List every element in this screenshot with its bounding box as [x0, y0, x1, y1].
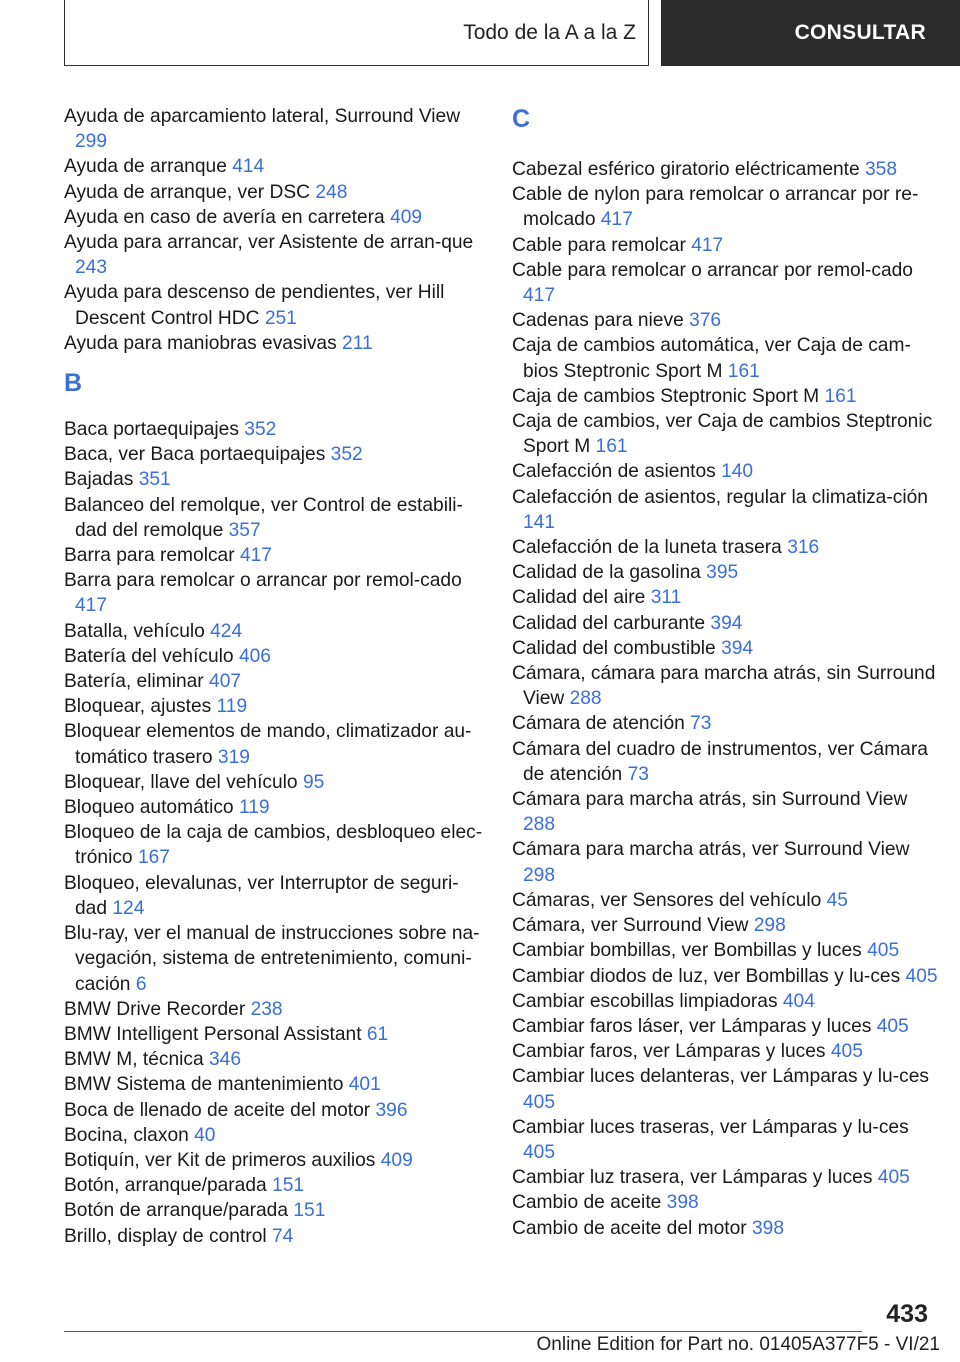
index-entry-page-link[interactable]: 396 — [375, 1099, 408, 1121]
index-entry-page-link[interactable]: 95 — [302, 771, 325, 793]
index-entry-term: Bloqueo, elevalunas, ver Interruptor de seguri-dad — [64, 872, 459, 919]
index-entry — [64, 770, 484, 795]
index-entry — [64, 104, 484, 154]
tab-consultar[interactable] — [661, 0, 960, 66]
index-entry — [512, 913, 942, 938]
index-entry — [512, 787, 942, 837]
index-entry-page-link[interactable]: 417 — [691, 234, 724, 256]
index-entry-page-link[interactable]: 394 — [710, 612, 743, 634]
index-entry-term: Cambiar luces traseras, ver Lámparas y lu-ces — [512, 1116, 909, 1138]
index-entry-page-link[interactable]: 407 — [209, 671, 242, 693]
tab-todo-de-la-a-a-la-z[interactable] — [64, 0, 649, 66]
index-entry — [512, 409, 942, 459]
index-entry-term: Ayuda para descenso de pendientes, ver Hill Descent Control HDC — [64, 282, 445, 329]
index-entry — [512, 611, 942, 636]
index-entry — [512, 258, 942, 308]
index-entry-page-link[interactable]: 119 — [216, 696, 248, 718]
index-entry-term: Cambiar escobillas limpiadoras — [512, 990, 778, 1012]
index-entry — [64, 1173, 484, 1198]
index-entry-page-link[interactable]: 6 — [135, 973, 147, 995]
index-entry — [64, 820, 484, 870]
index-entry-page-link[interactable]: 151 — [293, 1200, 326, 1222]
index-entry — [64, 871, 484, 921]
index-entry-term: Cambio de aceite del motor — [512, 1217, 747, 1239]
index-entry — [512, 938, 942, 963]
index-entry-term: Ayuda de aparcamiento lateral, Surround View — [64, 106, 461, 127]
index-entry — [512, 989, 942, 1014]
index-entry — [512, 661, 942, 711]
index-entry-page-link[interactable]: 414 — [232, 156, 265, 178]
index-entry-term: Cámara, cámara para marcha atrás, sin Surround View — [512, 663, 936, 710]
index-entry — [64, 669, 484, 694]
index-entry — [512, 333, 942, 383]
index-entry-term: Cambiar faros, ver Lámparas y luces — [512, 1041, 826, 1063]
index-entry-term: Bloquear elementos de mando, climatizador au-tomático trasero — [64, 721, 472, 768]
index-entry-term: Bocina, claxon — [64, 1124, 189, 1146]
index-entry-page-link[interactable]: 298 — [753, 915, 786, 937]
index-entry-term: Caja de cambios, ver Caja de cambios Steptronic Sport M — [512, 411, 933, 458]
index-entry-term: Cámara para marcha atrás, ver Surround View — [512, 839, 910, 861]
index-entry-page-link[interactable]: 243 — [75, 257, 108, 279]
index-entry-term: Cable de nylon para remolcar o arrancar por re-molcado — [512, 184, 919, 231]
index-entry-page-link[interactable]: 73 — [690, 713, 712, 735]
index-entry — [512, 308, 942, 333]
index-entry-term: Ayuda de arranque — [64, 156, 227, 178]
index-entry — [64, 442, 484, 467]
index-entry-term: Botiquín, ver Kit de primeros auxilios — [64, 1149, 376, 1171]
index-entry-page-link[interactable]: 398 — [666, 1192, 699, 1214]
index-entry — [512, 459, 942, 484]
index-entry-term: Boca de llenado de aceite del motor — [64, 1099, 371, 1121]
index-entry-term: Caja de cambios automática, ver Caja de cam-bios Steptronic Sport M — [512, 335, 911, 382]
index-entry-page-link[interactable]: 298 — [523, 864, 556, 886]
index-entry-page-link[interactable]: 346 — [209, 1049, 242, 1071]
index-entry-page-link[interactable]: 238 — [250, 998, 283, 1020]
index-entry — [512, 585, 942, 610]
index-entry — [64, 1148, 484, 1173]
index-entry — [512, 1190, 942, 1215]
index-entry-term: Cambiar diodos de luz, ver Bombillas y lu-ces — [512, 965, 901, 987]
index-entry — [512, 1165, 942, 1190]
page-number: 433 — [886, 1300, 928, 1328]
index-entry-term: Bajadas — [64, 469, 134, 491]
index-entry-term: Botón de arranque/parada — [64, 1200, 289, 1222]
index-entry — [64, 1123, 484, 1148]
index-entry — [64, 180, 484, 205]
index-entry-term: Cámara de atención — [512, 713, 685, 735]
index-entry-page-link[interactable]: 405 — [523, 1091, 556, 1113]
index-entry-page-link[interactable]: 424 — [210, 620, 243, 642]
index-entry-term: Cabezal esférico giratorio eléctricamente — [512, 159, 860, 180]
index-entry-term: Calefacción de asientos, regular la climatiza-ción — [512, 486, 928, 508]
index-entry — [512, 560, 942, 585]
index-entry-page-link[interactable]: 405 — [876, 1015, 909, 1037]
index-entry-page-link[interactable]: 211 — [342, 332, 373, 354]
index-entry — [64, 543, 484, 568]
index-entry-term: Ayuda para arrancar, ver Asistente de arran-que — [64, 232, 474, 254]
index-entry-page-link[interactable]: 357 — [228, 519, 261, 541]
index-entry — [64, 619, 484, 644]
index-entry-page-link[interactable]: 45 — [826, 889, 848, 911]
index-entry-page-link[interactable]: 417 — [75, 595, 108, 617]
index-entry-page-link[interactable]: 405 — [830, 1041, 863, 1063]
index-entry — [512, 384, 942, 409]
index-entry — [64, 230, 484, 280]
index-entry — [512, 182, 942, 232]
index-entry-term: Brillo, display de control — [64, 1225, 267, 1247]
index-entry-page-link[interactable]: 311 — [650, 587, 682, 609]
index-entry-page-link[interactable]: 394 — [721, 637, 754, 659]
index-entry-term: Bloqueo automático — [64, 797, 234, 819]
tab-title-label: Todo de la A a la Z — [463, 20, 636, 44]
index-entry-term: Calidad del aire — [512, 587, 646, 609]
index-entry-page-link[interactable]: 74 — [271, 1225, 294, 1247]
index-entry-page-link[interactable]: 352 — [244, 419, 277, 441]
index-entry — [64, 997, 484, 1022]
index-entry — [64, 154, 484, 179]
index-entry — [512, 233, 942, 258]
index-entry-page-link[interactable]: 404 — [782, 990, 815, 1012]
index-entry-term: Botón, arranque/parada — [64, 1175, 267, 1197]
index-entry-page-link[interactable]: 40 — [194, 1124, 216, 1146]
page-header — [64, 0, 960, 66]
index-entry-page-link[interactable]: 358 — [865, 159, 898, 180]
index-entry — [64, 331, 484, 356]
index-entry — [64, 417, 484, 442]
index-entry-term: Cadenas para nieve — [512, 310, 684, 332]
index-entry-term: Bloquear, llave del vehículo — [64, 771, 298, 793]
footer-divider — [64, 1331, 862, 1332]
index-entry — [512, 964, 942, 989]
index-entry — [64, 205, 484, 230]
index-entry-page-link[interactable]: 405 — [905, 965, 938, 987]
index-entry — [512, 837, 942, 887]
index-entry-page-link[interactable]: 248 — [315, 181, 348, 203]
index-entry-term: Calidad del combustible — [512, 637, 716, 659]
index-entry — [512, 1039, 942, 1064]
index-entry-page-link[interactable]: 316 — [787, 537, 820, 559]
index-entry — [512, 737, 942, 787]
index-entry-term: Cambiar bombillas, ver Bombillas y luces — [512, 940, 862, 962]
index-entry — [64, 568, 484, 618]
index-entry — [64, 921, 484, 997]
index-entry-term: Calidad del carburante — [512, 612, 706, 634]
index-column-right — [512, 104, 942, 1241]
index-entry-page-link[interactable]: 376 — [689, 310, 722, 332]
index-entry — [64, 1072, 484, 1097]
index-entry — [64, 280, 484, 330]
index-entry-term: Cambiar faros láser, ver Lámparas y luces — [512, 1015, 872, 1037]
index-entry-term: Blu-ray, ver el manual de instrucciones sobre na-vegación, sistema de entretenimiento, comuni-cación — [64, 923, 480, 995]
index-entry-term: Batería del vehículo — [64, 645, 234, 667]
index-entry — [64, 1098, 484, 1123]
index-entry-page-link[interactable]: 61 — [366, 1023, 389, 1045]
index-entry — [64, 1224, 484, 1249]
index-letter-heading: C — [512, 105, 531, 133]
index-entry — [64, 644, 484, 669]
index-entry-term: Calidad de la gasolina — [512, 562, 701, 584]
index-entry-page-link[interactable]: 288 — [523, 814, 556, 836]
index-entry-page-link[interactable]: 409 — [390, 206, 423, 228]
index-entry-term: Balanceo del remolque, ver Control de estabili-dad del remolque — [64, 494, 463, 541]
index-entry-term: BMW Intelligent Personal Assistant — [64, 1023, 362, 1045]
index-entry — [512, 636, 942, 661]
index-entry-term: Bloquear, ajustes — [64, 696, 212, 718]
index-entry-term: BMW M, técnica — [64, 1049, 204, 1071]
index-entry-page-link[interactable]: 405 — [867, 940, 900, 962]
index-entry-page-link[interactable]: 140 — [721, 461, 754, 483]
index-entry-term: Batería, eliminar — [64, 671, 204, 693]
index-entry-term: Batalla, vehículo — [64, 620, 205, 642]
index-entry-term: Cambiar luz trasera, ver Lámparas y luces — [512, 1167, 873, 1189]
index-entry-page-link[interactable]: 401 — [348, 1074, 381, 1096]
index-entry-page-link[interactable]: 417 — [239, 545, 272, 567]
index-entry-term: Ayuda en caso de avería en carretera — [64, 206, 385, 228]
index-entry-term: Cambio de aceite — [512, 1192, 662, 1214]
index-entry — [512, 1064, 942, 1114]
index-entry-term: Calefacción de la luneta trasera — [512, 537, 782, 559]
index-entry-page-link[interactable]: 124 — [112, 897, 145, 919]
index-entry-page-link[interactable]: 398 — [751, 1217, 784, 1239]
index-entry-page-link[interactable]: 299 — [75, 131, 108, 153]
index-entry-page-link[interactable]: 161 — [595, 436, 628, 458]
index-entry-page-link[interactable]: 417 — [523, 285, 556, 307]
index-entry — [512, 711, 942, 736]
index-entry — [512, 888, 942, 913]
index-entry — [512, 1014, 942, 1039]
index-entry-page-link[interactable]: 161 — [824, 385, 857, 407]
index-entry-page-link[interactable]: 251 — [264, 307, 297, 329]
index-entry-page-link[interactable]: 167 — [137, 847, 170, 869]
index-entry-term: Ayuda de arranque, ver DSC — [64, 181, 311, 203]
index-entry — [64, 795, 484, 820]
index-entry-page-link[interactable]: 405 — [877, 1167, 910, 1189]
index-entry-term: Bloqueo de la caja de cambios, desbloqueo elec-trónico — [64, 822, 483, 869]
index-entry — [512, 157, 942, 182]
index-entry-page-link[interactable]: 417 — [600, 209, 633, 231]
index-entry-term: Ayuda para maniobras evasivas — [64, 332, 337, 354]
index-entry-page-link[interactable]: 288 — [569, 688, 602, 710]
index-entry-page-link[interactable]: 406 — [238, 645, 271, 667]
index-entry-page-link[interactable]: 352 — [330, 444, 363, 466]
index-entry-term: Cable para remolcar — [512, 234, 686, 256]
index-entry-term: Baca portaequipajes — [64, 419, 239, 441]
index-entry-term: Caja de cambios Steptronic Sport M — [512, 385, 820, 407]
index-entry — [512, 1115, 942, 1165]
index-entry — [64, 719, 484, 769]
index-entry-page-link[interactable]: 351 — [138, 469, 171, 491]
index-letter-heading: B — [64, 369, 83, 398]
index-entry-page-link[interactable]: 409 — [380, 1149, 413, 1171]
index-entry-term: Calefacción de asientos — [512, 461, 716, 483]
index-entry-term: Cámaras, ver Sensores del vehículo — [512, 889, 822, 911]
index-entry — [64, 493, 484, 543]
index-entry — [64, 1022, 484, 1047]
index-entry — [64, 694, 484, 719]
index-entry-term: Cámara para marcha atrás, sin Surround View — [512, 789, 908, 811]
index-entry — [512, 1216, 942, 1241]
index-entry — [64, 467, 484, 492]
index-entry-page-link[interactable]: 141 — [523, 511, 556, 533]
index-entry-page-link[interactable]: 405 — [523, 1141, 556, 1163]
index-entry-page-link[interactable]: 73 — [627, 763, 649, 785]
index-entry — [512, 485, 942, 535]
footer-edition: Online Edition for Part no. 01405A377F5 - VI/21 — [536, 1334, 940, 1355]
index-entry-term: Barra para remolcar o arrancar por remol-cado — [64, 570, 462, 592]
index-entry-term: Cámara del cuadro de instrumentos, ver Cámara de atención — [512, 738, 928, 785]
index-entry-term: Baca, ver Baca portaequipajes — [64, 444, 326, 466]
index-entry-page-link[interactable]: 161 — [727, 360, 760, 382]
index-entry-term: BMW Drive Recorder — [64, 998, 246, 1020]
index-entry-term: Barra para remolcar — [64, 545, 235, 567]
index-entry-term: Cambiar luces delanteras, ver Lámparas y lu-ces — [512, 1066, 929, 1088]
index-entry-page-link[interactable]: 119 — [238, 797, 270, 819]
index-entry — [64, 1047, 484, 1072]
index-entry — [512, 535, 942, 560]
index-entry-term: Cámara, ver Surround View — [512, 915, 749, 937]
index-entry — [64, 1198, 484, 1223]
index-entry-term: Cable para remolcar o arrancar por remol-cado — [512, 259, 913, 281]
index-entry-page-link[interactable]: 395 — [706, 562, 739, 584]
tab-section-label: CONSULTAR — [794, 21, 926, 44]
index-entry-term: BMW Sistema de mantenimiento — [64, 1074, 344, 1096]
index-entry-page-link[interactable]: 151 — [272, 1175, 305, 1197]
index-column-left — [64, 104, 484, 1249]
index-entry-page-link[interactable]: 319 — [217, 746, 250, 768]
